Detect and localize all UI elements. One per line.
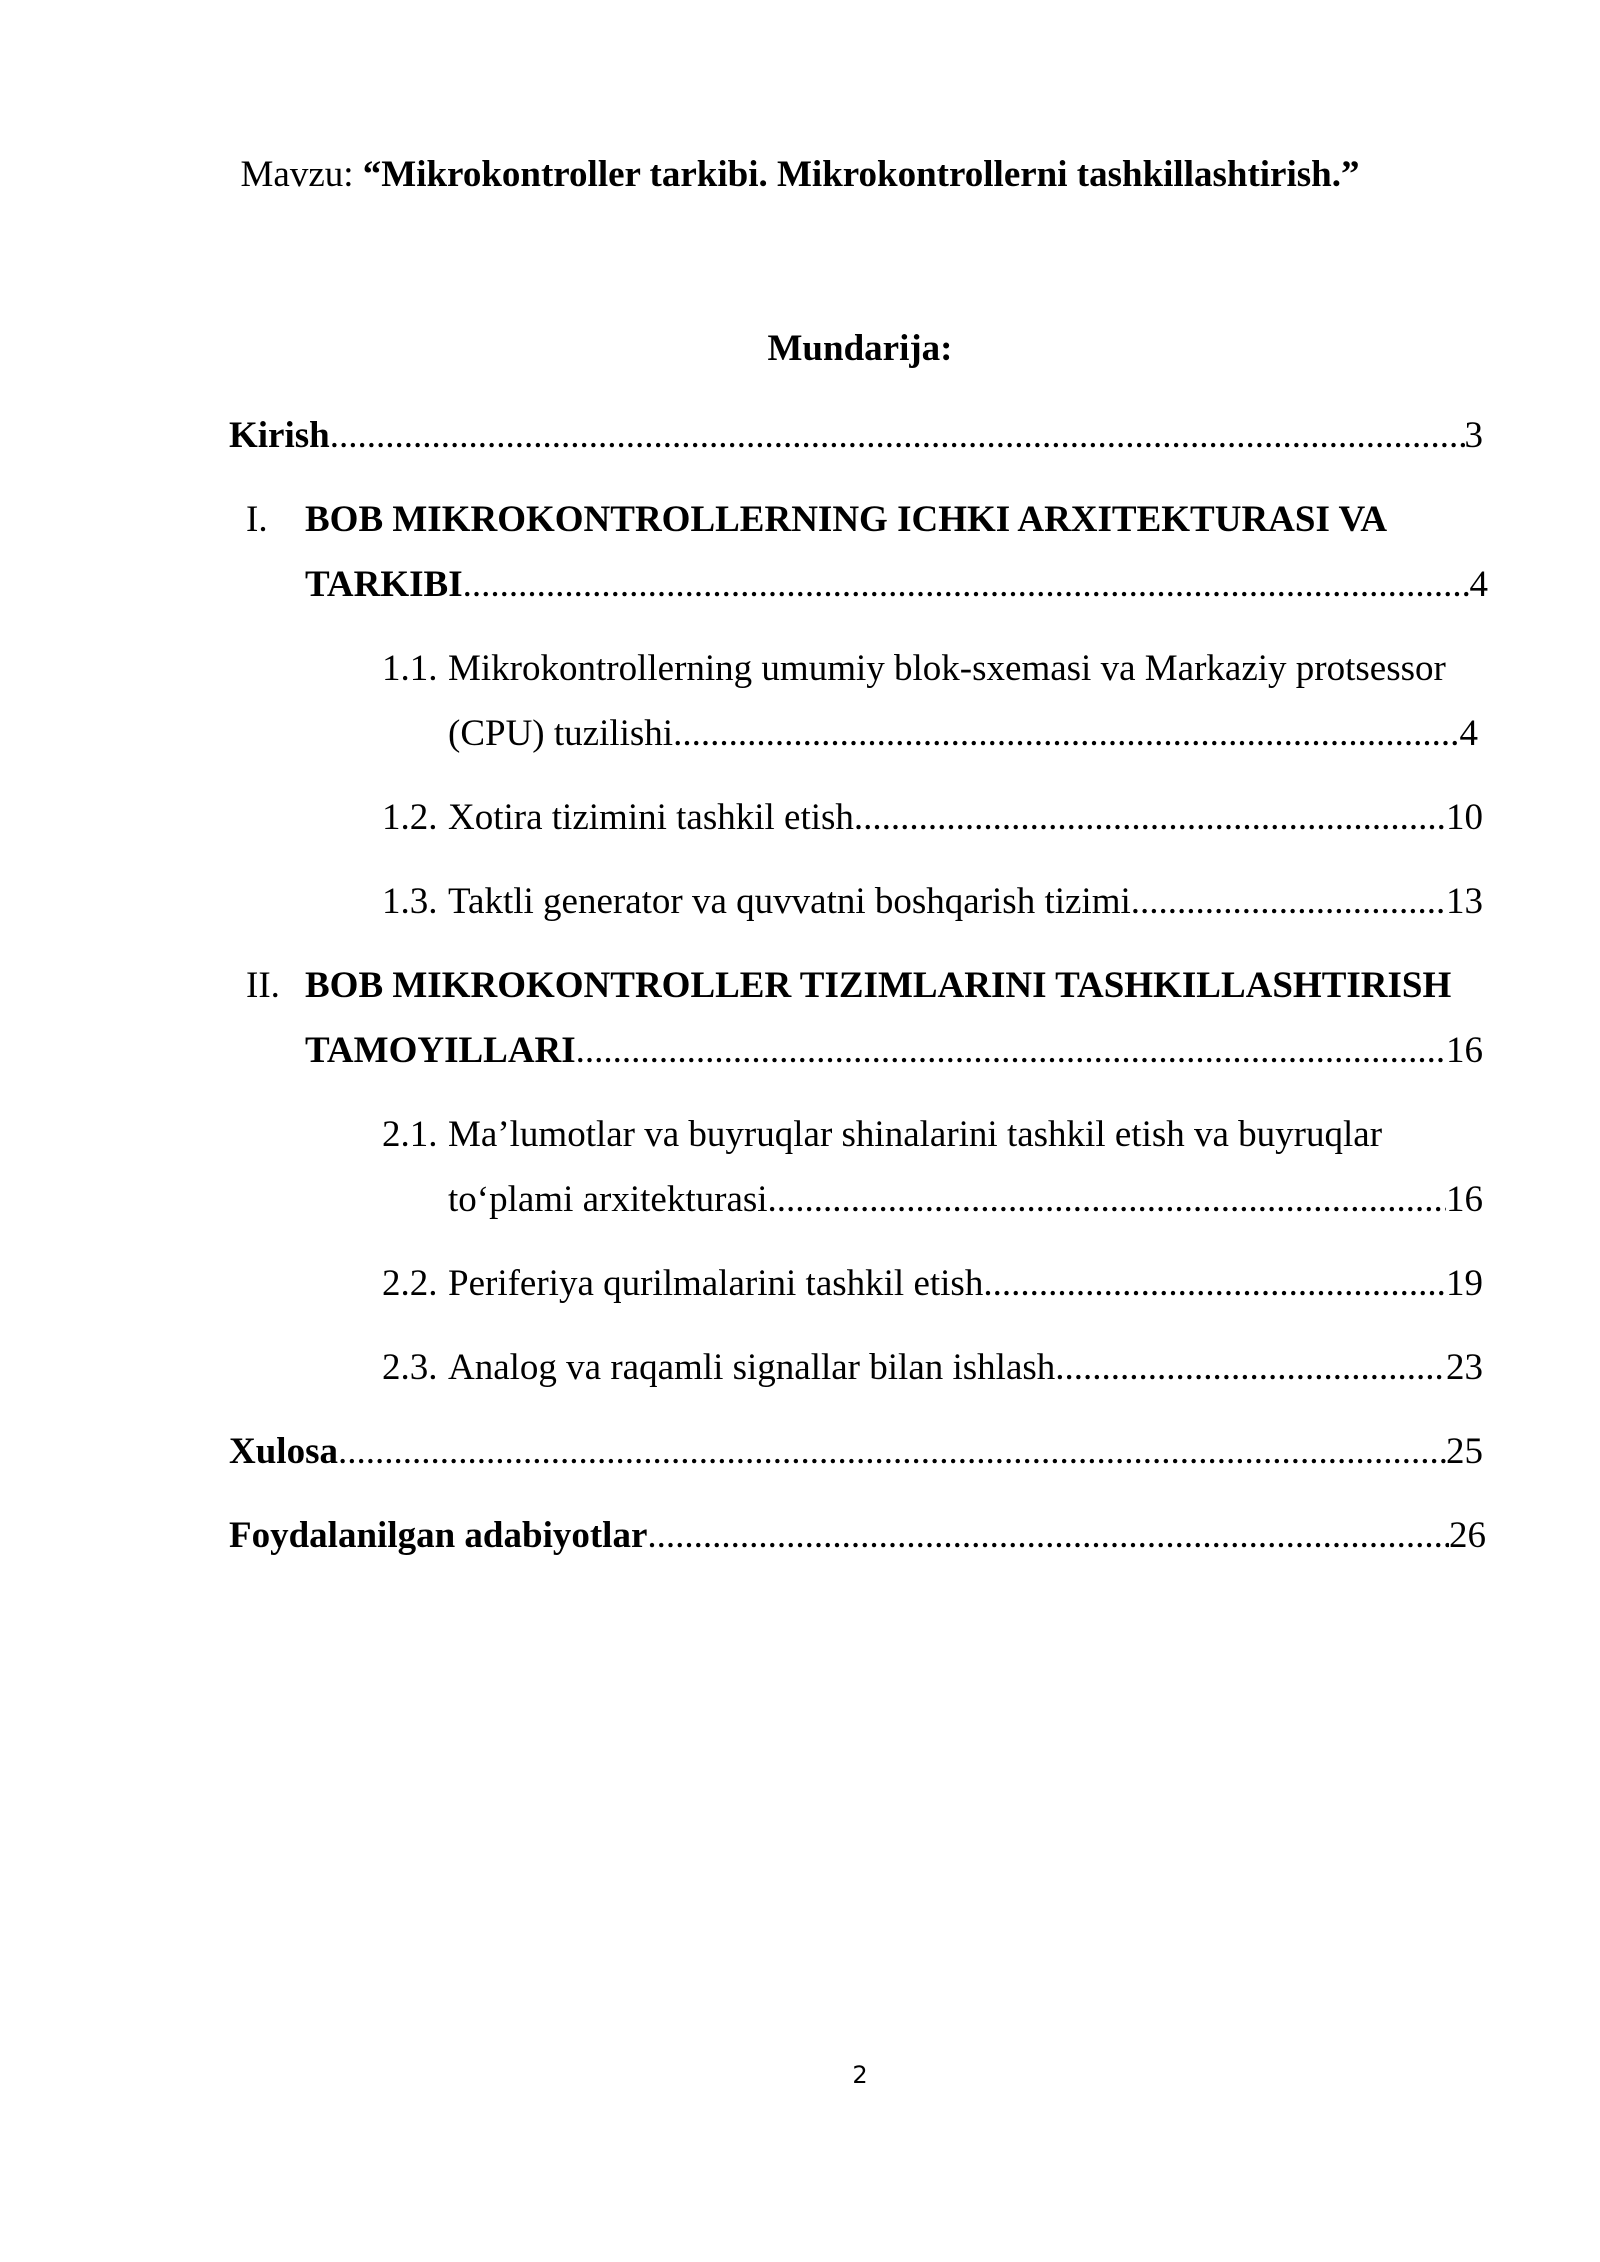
toc-page-number: 26 — [1449, 1515, 1486, 1556]
topic-prefix: Mavzu: — [240, 154, 363, 195]
leader-dots — [463, 562, 1470, 608]
toc-entry-label: Foydalanilgan adabiyotlar — [229, 1515, 648, 1556]
chapter-numeral: I. — [246, 499, 268, 540]
toc-entry-s23[interactable] — [382, 1345, 1483, 1391]
section-title: Taktli generator va quvvatni boshqarish tizimi — [448, 881, 1131, 922]
section-title-line1[interactable]: Mikrokontrollerning umumiy blok-sxemasi va Markaziy protsessor — [448, 648, 1446, 689]
toc-entry-chapter1[interactable] — [305, 562, 1488, 608]
toc-entry-references[interactable] — [229, 1513, 1486, 1559]
toc-page-number: 16 — [1446, 1030, 1483, 1071]
leader-dots — [854, 795, 1446, 841]
leader-dots — [1055, 1345, 1446, 1391]
section-title-line2: (CPU) tuzilishi — [448, 713, 674, 754]
section-title: Periferiya qurilmalarini tashkil etish — [448, 1263, 984, 1304]
section-number: 1.1. — [382, 648, 438, 689]
chapter-numeral: II. — [246, 965, 280, 1006]
section-number: 1.2. — [382, 797, 438, 838]
toc-page-number: 16 — [1446, 1179, 1483, 1220]
page-number: 2 — [852, 2061, 868, 2089]
topic-title: “Mikrokontroller tarkibi. Mikrokontrollerni tashkillashtirish.” — [362, 154, 1360, 195]
section-number: 2.3. — [382, 1347, 438, 1388]
toc-page-number: 10 — [1446, 797, 1483, 838]
toc-entry-label: Xulosa — [229, 1431, 338, 1472]
toc-entry-s21[interactable] — [448, 1177, 1483, 1223]
chapter-title-line2: TAMOYILLARI — [305, 1030, 576, 1071]
toc-page-number: 13 — [1446, 881, 1483, 922]
toc-page-number: 3 — [1464, 415, 1483, 456]
toc-entry-chapter2[interactable] — [305, 1028, 1483, 1074]
toc-entry-label: Kirish — [229, 415, 330, 456]
toc-entry-s22[interactable] — [382, 1261, 1483, 1307]
leader-dots — [647, 1513, 1449, 1559]
leader-dots — [673, 711, 1459, 757]
leader-dots — [576, 1028, 1446, 1074]
section-number: 1.3. — [382, 881, 438, 922]
toc-page-number: 19 — [1446, 1263, 1483, 1304]
section-number: 2.2. — [382, 1263, 438, 1304]
section-title: Analog va raqamli signallar bilan ishlash — [448, 1347, 1056, 1388]
leader-dots — [1131, 879, 1446, 925]
topic-line — [0, 152, 1600, 198]
chapter-title-line2: TARKIBI — [305, 564, 463, 605]
section-title: Xotira tizimini tashkil etish — [448, 797, 854, 838]
toc-entry-s13[interactable] — [382, 879, 1483, 925]
toc-page-number: 25 — [1446, 1431, 1483, 1472]
leader-dots — [768, 1177, 1446, 1223]
section-title-line1[interactable]: Ma’lumotlar va buyruqlar shinalarini tashkil etish va buyruqlar — [448, 1114, 1383, 1155]
leader-dots — [330, 413, 1465, 459]
leader-dots — [983, 1261, 1446, 1307]
section-title-line2: to‘plami arxitekturasi — [448, 1179, 768, 1220]
toc-page-number: 23 — [1446, 1347, 1483, 1388]
toc-page-number: 4 — [1469, 564, 1488, 605]
toc-entry-s12[interactable] — [382, 795, 1483, 841]
chapter-title-line1[interactable]: BOB MIKROKONTROLLER TIZIMLARINI TASHKILLASHTIRISH — [305, 965, 1452, 1006]
toc-entry-intro[interactable] — [229, 413, 1483, 459]
toc-page-number: 4 — [1459, 713, 1478, 754]
section-number: 2.1. — [382, 1114, 438, 1155]
toc-entry-conclusion[interactable] — [229, 1429, 1483, 1475]
toc-entry-s11[interactable] — [448, 711, 1478, 757]
leader-dots — [338, 1429, 1446, 1475]
chapter-title-line1[interactable]: BOB MIKROKONTROLLERNING ICHKI ARXITEKTURASI VA — [305, 499, 1388, 540]
toc-heading: Mundarija: — [767, 328, 953, 369]
